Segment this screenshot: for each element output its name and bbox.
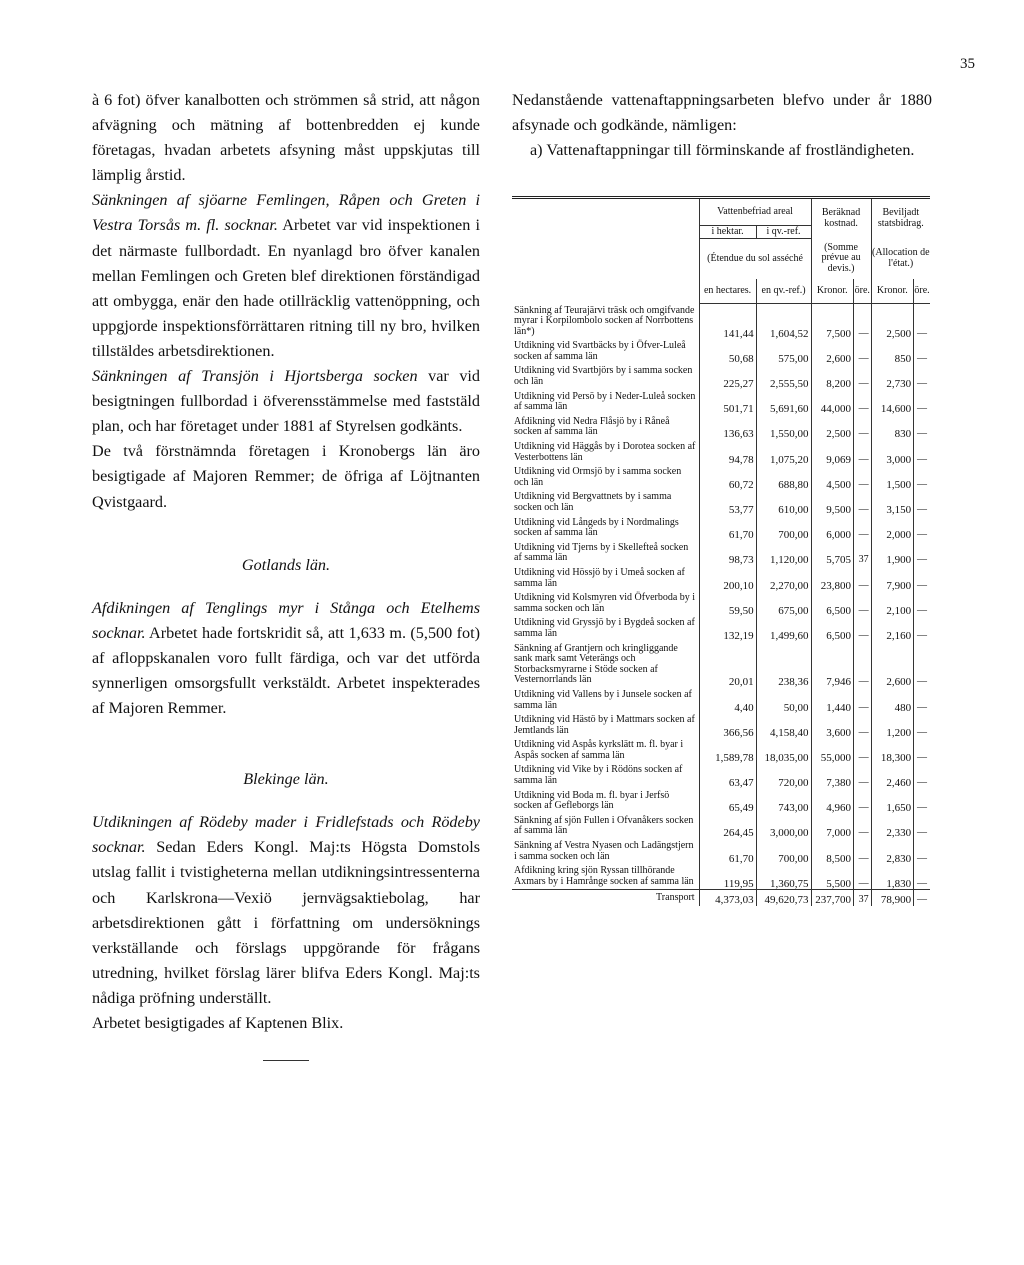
paragraph: Arbetet besigtigades af Kaptenen Blix.: [92, 1014, 344, 1032]
grant-kronor: 1,830: [871, 864, 913, 890]
area-qvref: 700,00: [756, 839, 811, 864]
cost-kronor: 4,500: [811, 465, 853, 490]
grant-kronor: 2,830: [871, 839, 913, 864]
area-hectares: 61,70: [699, 516, 756, 541]
section-text: var vid besigtningen fullbordad i öfverensstämmelse med faststäld plan, och har företaget under 1881 af Styrelsen godkänts.: [92, 367, 481, 436]
area-qvref: 2,270,00: [756, 566, 811, 591]
area-hectares: 94,78: [699, 440, 756, 465]
page-number: 35: [960, 56, 975, 72]
grant-kronor: 2,460: [871, 763, 913, 788]
grant-kronor: 2,100: [871, 591, 913, 616]
drainage-table-wrapper: [512, 196, 930, 906]
county-heading-gotland: Gotlands län.: [241, 555, 331, 574]
total-area-qvref: 49,620,73: [756, 890, 811, 906]
cost-ore: —: [853, 364, 871, 389]
area-hectares: 50,68: [699, 339, 756, 364]
grant-ore: —: [914, 713, 930, 738]
grant-ore: —: [914, 814, 930, 839]
table-row: [512, 688, 930, 713]
area-qvref: 743,00: [756, 789, 811, 814]
cost-kronor: 55,000: [811, 738, 853, 763]
grant-ore: —: [914, 465, 930, 490]
grant-kronor: 14,600: [871, 390, 913, 415]
area-qvref: 1,499,60: [756, 616, 811, 641]
total-cost-ore: 37: [853, 890, 871, 906]
section-title: Sänkningen af Transjön i Hjortsberga socken: [92, 367, 418, 386]
total-row: [512, 890, 930, 906]
table-row: [512, 839, 930, 864]
cost-kronor: 7,380: [811, 763, 853, 788]
table-row: [512, 591, 930, 616]
cost-ore: —: [853, 516, 871, 541]
row-description: Utdikning vid Svartbäcks by i Öfver-Luleå socken af samma län: [514, 340, 686, 362]
grant-kronor: 1,500: [871, 465, 913, 490]
grant-ore: —: [914, 304, 930, 340]
area-hectares: 98,73: [699, 541, 756, 566]
area-qvref: 2,555,50: [756, 364, 811, 389]
cost-ore: —: [853, 616, 871, 641]
row-description: Utdikning vid Svartbjörs by i samma socken och län: [514, 365, 693, 388]
area-hectares: 132,19: [699, 616, 756, 641]
header-ore-grant: öre.: [914, 279, 930, 304]
section-title: Afdikningen af Tenglings myr i Stånga och Etelhems socknar.: [92, 598, 480, 642]
table-row: [512, 616, 930, 641]
area-qvref: 688,80: [756, 465, 811, 490]
row-description: Utdikning vid Bergvattnets by i samma socken och län: [514, 491, 672, 513]
grant-ore: —: [914, 616, 930, 641]
grant-ore: —: [914, 763, 930, 788]
header-qvref: i qv.-ref.: [756, 226, 811, 239]
grant-kronor: 480: [871, 688, 913, 713]
paragraph: à 6 fot) öfver kanalbotten och strömmen så strid, att någon afvägning och mätning af bottenbredden ej kunde företagas, hvadan arbetets afsyning måst uppskjutas till lämplig årstid.: [92, 91, 480, 185]
grant-kronor: 850: [871, 339, 913, 364]
row-description: Afdikning vid Nedra Flåsjö by i Råneå socken af samma län: [514, 415, 670, 438]
area-qvref: 720,00: [756, 763, 811, 788]
area-qvref: 1,360,75: [756, 864, 811, 890]
intro-paragraph: Nedanstående vattenaftappningsarbeten blefvo under år 1880 afsynade och godkände, nämligen:: [512, 91, 932, 134]
area-qvref: 1,120,00: [756, 541, 811, 566]
section-text: Arbetet hade fortskridit så, att 1,633 m. (5,500 fot) af afloppskanalen voro fullt färdiga, och var det utförda synnerligen omsorgsfullt verkstäldt. Arbetet inspekterades af Majoren Remmer.: [92, 623, 480, 718]
total-grant-kronor: 78,900: [871, 890, 913, 906]
area-hectares: 501,71: [699, 390, 756, 415]
cost-ore: —: [853, 591, 871, 616]
cost-ore: —: [853, 465, 871, 490]
grant-ore: —: [914, 541, 930, 566]
header-kronor: Kronor.: [811, 279, 853, 304]
cost-kronor: 2,500: [811, 415, 853, 440]
area-hectares: 264,45: [699, 814, 756, 839]
row-description: Sänkning af Teurajärvi träsk och omgifvande myrar i Korpilombolo socken af Norrbottens län*): [514, 304, 695, 337]
grant-ore: —: [914, 364, 930, 389]
grant-ore: —: [914, 839, 930, 864]
grant-ore: —: [914, 415, 930, 440]
area-qvref: 18,035,00: [756, 738, 811, 763]
table-body: [512, 304, 930, 907]
cost-kronor: 7,000: [811, 814, 853, 839]
cost-ore: —: [853, 440, 871, 465]
grant-kronor: 2,730: [871, 364, 913, 389]
grant-kronor: 3,000: [871, 440, 913, 465]
grant-ore: —: [914, 688, 930, 713]
cost-ore: 37: [853, 541, 871, 566]
cost-ore: —: [853, 390, 871, 415]
row-description: Utdikning vid Gryssjö by i Bygdeå socken af samma län: [514, 617, 695, 639]
table-row: [512, 541, 930, 566]
grant-ore: —: [914, 566, 930, 591]
grant-kronor: 2,600: [871, 642, 913, 688]
row-description: Sänkning af Grantjern och kringliggande sank mark samt Veterängs och Storbacksmyrarne i Stöde socken af Vesternorrlands län: [514, 642, 678, 686]
table-row: [512, 490, 930, 515]
header-hectares: en hectares.: [699, 279, 756, 304]
paragraph: De två förstnämnda företagen i Kronobergs län äro besigtigade af Majoren Remmer; de öfriga af Löjtnanten Qvistgaard.: [92, 442, 480, 511]
left-column: [92, 88, 480, 1061]
row-description: Utdikning vid Boda m. fl. byar i Jerfsö socken af Gefleborgs län: [514, 789, 670, 812]
cost-ore: —: [853, 864, 871, 890]
table-row: [512, 516, 930, 541]
area-hectares: 200,10: [699, 566, 756, 591]
grant-ore: —: [914, 789, 930, 814]
county-heading-blekinge: Blekinge län.: [243, 770, 329, 789]
grant-kronor: 2,500: [871, 304, 913, 340]
cost-kronor: 5,705: [811, 541, 853, 566]
area-hectares: 225,27: [699, 364, 756, 389]
header-blank: [512, 199, 699, 304]
row-description: Utdikning vid Aspås kyrkslätt m. fl. byar i Aspås socken af samma län: [514, 739, 684, 761]
cost-kronor: 6,500: [811, 591, 853, 616]
table-row: [512, 713, 930, 738]
row-description: Afdikning kring sjön Ryssan tillhörande Axmars by i Hamrånge socken af samma län: [514, 865, 694, 887]
row-description: Utdikning vid Persö by i Neder-Luleå socken af samma län: [514, 390, 696, 413]
cost-kronor: 7,500: [811, 304, 853, 340]
row-description: Utdikning vid Långeds by i Nordmalings socken af samma län: [514, 516, 679, 539]
table-row: [512, 566, 930, 591]
cost-ore: —: [853, 688, 871, 713]
header-kronor-grant: Kronor.: [871, 279, 913, 304]
row-description: Sänkning af Vestra Nyasen och Ladängstjern i samma socken och län: [514, 840, 694, 862]
grant-ore: —: [914, 642, 930, 688]
grant-kronor: 1,900: [871, 541, 913, 566]
table-row: [512, 864, 930, 890]
header-cost: Beräknad kostnad.: [811, 199, 871, 239]
drainage-table: [512, 199, 930, 906]
area-qvref: 4,158,40: [756, 713, 811, 738]
paragraph: [92, 364, 480, 439]
table-row: [512, 465, 930, 490]
cost-kronor: 6,500: [811, 616, 853, 641]
paragraph: [92, 188, 480, 364]
right-intro: [512, 88, 932, 163]
section-text: Arbetet var vid inspektionen i det närmaste fullbordadt. En nyanlagd bro öfver kanalen mellan Femlingen och Greten blef direktionen förständigad att ombygga, enär den hade otillräcklig vattenöppning, och uppgjorde inspektionsförrättaren ritning till ny bro, hvilken tillstäldes arbetsdirektionen.: [92, 216, 480, 360]
cost-ore: —: [853, 763, 871, 788]
section-title: Utdikningen af Rödeby mader i Fridlefstads och Rödeby socknar.: [92, 813, 480, 857]
area-hectares: 60,72: [699, 465, 756, 490]
cost-kronor: 44,000: [811, 390, 853, 415]
area-hectares: 61,70: [699, 839, 756, 864]
row-description: Utdikning vid Häggås by i Dorotea socken af Vesterbottens län: [514, 441, 696, 463]
grant-ore: —: [914, 864, 930, 890]
cost-kronor: 3,600: [811, 713, 853, 738]
header-grant-fr: (Allocation de l'état.): [871, 239, 930, 280]
grant-kronor: 830: [871, 415, 913, 440]
row-description: Utdikning vid Vike by i Rödöns socken af samma län: [514, 764, 683, 787]
cost-ore: —: [853, 566, 871, 591]
header-cost-fr: (Somme prévue au devis.): [811, 239, 871, 280]
header-area-fr: (Étendue du sol asséché: [699, 239, 811, 280]
cost-ore: —: [853, 839, 871, 864]
header-qvref-fr: en qv.-ref.): [756, 279, 811, 304]
cost-kronor: 6,000: [811, 516, 853, 541]
area-hectares: 63,47: [699, 763, 756, 788]
table-row: [512, 415, 930, 440]
area-qvref: 675,00: [756, 591, 811, 616]
area-qvref: 575,00: [756, 339, 811, 364]
cost-ore: —: [853, 304, 871, 340]
grant-ore: —: [914, 591, 930, 616]
cost-kronor: 1,440: [811, 688, 853, 713]
table-row: [512, 738, 930, 763]
cost-ore: —: [853, 814, 871, 839]
area-qvref: 700,00: [756, 516, 811, 541]
area-qvref: 5,691,60: [756, 390, 811, 415]
header-area: Vattenbefriad areal: [699, 199, 811, 226]
table-row: [512, 642, 930, 688]
intro-subheading: a) Vattenaftappningar till förminskande af frostländigheten.: [530, 141, 915, 159]
area-hectares: 4,40: [699, 688, 756, 713]
area-hectares: 20,01: [699, 642, 756, 688]
total-area-hectares: 4,373,03: [699, 890, 756, 906]
area-qvref: 3,000,00: [756, 814, 811, 839]
grant-ore: —: [914, 339, 930, 364]
grant-ore: —: [914, 390, 930, 415]
grant-kronor: 2,000: [871, 516, 913, 541]
grant-kronor: 7,900: [871, 566, 913, 591]
total-grant-ore: —: [914, 890, 930, 906]
row-description: Utdikning vid Hästö by i Mattmars socken af Jemtlands län: [514, 714, 695, 736]
area-qvref: 1,550,00: [756, 415, 811, 440]
header-hektar: i hektar.: [699, 226, 756, 239]
header-ore: öre.: [853, 279, 871, 304]
area-hectares: 53,77: [699, 490, 756, 515]
grant-ore: —: [914, 738, 930, 763]
row-description: Utdikning vid Hössjö by i Umeå socken af samma län: [514, 566, 685, 589]
area-hectares: 119,95: [699, 864, 756, 890]
cost-ore: —: [853, 642, 871, 688]
grant-kronor: 18,300: [871, 738, 913, 763]
table-row: [512, 390, 930, 415]
grant-ore: —: [914, 516, 930, 541]
header-grant: Beviljadt statsbidrag.: [871, 199, 930, 239]
cost-kronor: 8,500: [811, 839, 853, 864]
area-hectares: 1,589,78: [699, 738, 756, 763]
table-row: [512, 364, 930, 389]
cost-kronor: 4,960: [811, 789, 853, 814]
area-hectares: 59,50: [699, 591, 756, 616]
cost-kronor: 9,069: [811, 440, 853, 465]
cost-kronor: 2,600: [811, 339, 853, 364]
area-qvref: 1,075,20: [756, 440, 811, 465]
grant-kronor: 2,160: [871, 616, 913, 641]
area-hectares: 366,56: [699, 713, 756, 738]
total-label: Transport: [512, 890, 699, 906]
grant-kronor: 1,200: [871, 713, 913, 738]
cost-ore: —: [853, 339, 871, 364]
cost-kronor: 8,200: [811, 364, 853, 389]
area-qvref: 610,00: [756, 490, 811, 515]
area-hectares: 136,63: [699, 415, 756, 440]
row-description: Utdikning vid Ormsjö by i samma socken och län: [514, 466, 682, 488]
area-qvref: 1,604,52: [756, 304, 811, 340]
grant-ore: —: [914, 440, 930, 465]
table-row: [512, 814, 930, 839]
grant-ore: —: [914, 490, 930, 515]
grant-kronor: 1,650: [871, 789, 913, 814]
table-row: [512, 339, 930, 364]
row-description: Utdikning vid Kolsmyren vid Öfverboda by i samma socken och län: [514, 592, 696, 614]
divider: [263, 1060, 309, 1061]
cost-ore: —: [853, 713, 871, 738]
area-hectares: 65,49: [699, 789, 756, 814]
grant-kronor: 3,150: [871, 490, 913, 515]
cost-ore: —: [853, 789, 871, 814]
cost-kronor: 5,500: [811, 864, 853, 890]
total-cost-kronor: 237,700: [811, 890, 853, 906]
area-qvref: 50,00: [756, 688, 811, 713]
cost-ore: —: [853, 415, 871, 440]
cost-ore: —: [853, 738, 871, 763]
cost-kronor: 9,500: [811, 490, 853, 515]
table-row: [512, 763, 930, 788]
table-row: [512, 304, 930, 340]
table-row: [512, 440, 930, 465]
row-description: Utdikning vid Vallens by i Junsele socken af samma län: [514, 688, 692, 711]
table-row: [512, 789, 930, 814]
cost-kronor: 7,946: [811, 642, 853, 688]
area-qvref: 238,36: [756, 642, 811, 688]
row-description: Sänkning af sjön Fullen i Ofvanåkers socken af samma län: [514, 814, 694, 837]
cost-ore: —: [853, 490, 871, 515]
cost-kronor: 23,800: [811, 566, 853, 591]
paragraph: [92, 596, 480, 721]
paragraph: [92, 810, 480, 1011]
row-description: Utdikning vid Tjerns by i Skellefteå socken af samma län: [514, 541, 689, 564]
section-title: Sänkningen af sjöarne Femlingen, Råpen och Greten i Vestra Torsås m. fl. socknar.: [92, 191, 480, 235]
section-text: Sedan Eders Kongl. Maj:ts Högsta Domstols utslag fallit i tvistigheterna mellan utdikningsintressenterna och Karlskrona—Vexiö jernvägsaktiebolag, har arbetsdirektionen gått i författning om undersöknings verkställande och förslags uppgörande för frågans utredning, hvilket förslag lärer blifva Eders Kongl. Maj:ts nådiga pröfning underställt.: [92, 838, 480, 1007]
area-hectares: 141,44: [699, 304, 756, 340]
grant-kronor: 2,330: [871, 814, 913, 839]
